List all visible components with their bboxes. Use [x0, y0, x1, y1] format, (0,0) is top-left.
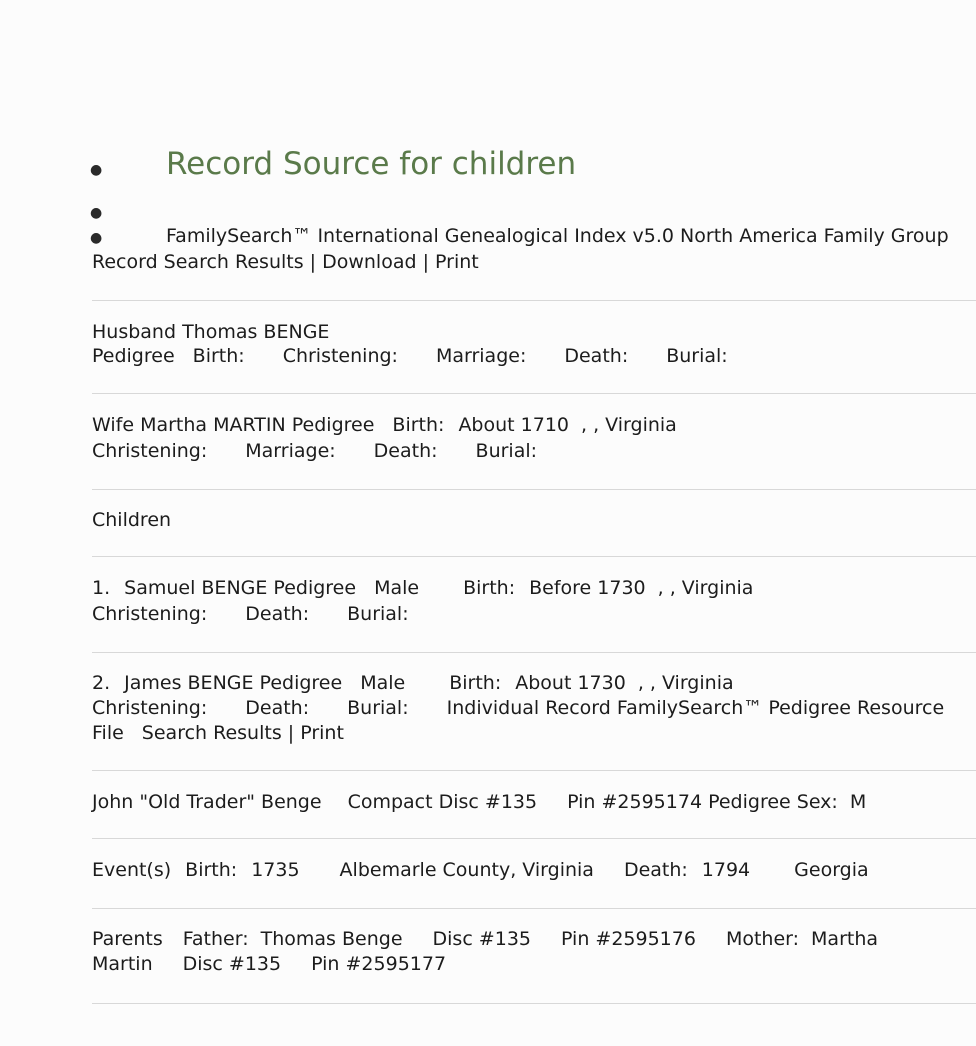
page-title: Record Source for children [166, 146, 577, 182]
marriage-label: Marriage: [435, 345, 527, 367]
child-name: Samuel BENGE Pedigree [124, 577, 357, 599]
birth-place: Albemarle County, Virginia [339, 859, 594, 881]
child-2-line-2 [92, 696, 944, 720]
death-label: Death: [373, 440, 438, 462]
sex-value: M [849, 791, 867, 813]
death-label: Death: [245, 603, 310, 625]
christening-label: Christening: [92, 697, 208, 719]
death-value: 1794 [701, 859, 751, 881]
parents-label: Parents [92, 928, 163, 950]
father-name: Thomas Benge [260, 928, 403, 950]
christening-label: Christening: [92, 603, 208, 625]
burial-label: Burial: [347, 697, 409, 719]
children-heading: Children [92, 509, 172, 531]
child-name: James BENGE Pedigree [124, 672, 343, 694]
events-line [92, 858, 869, 882]
wife-line-1 [92, 413, 677, 437]
husband-details [92, 344, 728, 368]
parents-line-1 [92, 927, 878, 951]
divider [92, 908, 976, 909]
child-1-line-1 [92, 576, 753, 600]
index-title-line: FamilySearch™ International Genealogical Index v5.0 North America Family Group [166, 225, 949, 247]
burial-label: Burial: [475, 440, 538, 462]
burial-label: Burial: [347, 603, 409, 625]
christening-label: Christening: [92, 440, 208, 462]
birth-value: About 1730 [515, 672, 626, 694]
child-sex: Male [374, 577, 420, 599]
bullet: ● [90, 162, 103, 178]
father-label: Father: [182, 928, 249, 950]
death-place: Georgia [794, 859, 869, 881]
death-label: Death: [564, 345, 629, 367]
resource-line: Individual Record FamilySearch™ Pedigree Resource [446, 697, 945, 719]
child-number: 1. [92, 577, 111, 599]
husband-name: Husband Thomas BENGE [92, 321, 330, 343]
father-pin: Pin #2595176 [561, 928, 696, 950]
death-label: Death: [245, 697, 310, 719]
bullet: ● [90, 205, 103, 221]
burial-label: Burial: [666, 345, 728, 367]
divider [92, 393, 976, 394]
disc-number: Compact Disc #135 [347, 791, 538, 813]
divider [92, 300, 976, 301]
christening-label: Christening: [282, 345, 398, 367]
child-1-line-2 [92, 602, 409, 626]
parents-line-2 [92, 952, 446, 976]
marriage-label: Marriage: [245, 440, 336, 462]
birth-value: About 1710 [458, 414, 570, 436]
birth-label: Birth: [185, 859, 238, 881]
birth-label: Birth: [463, 577, 516, 599]
birth-label: Birth: [192, 345, 245, 367]
father-disc: Disc #135 [432, 928, 531, 950]
pin-number: Pin #2595174 Pedigree Sex: [567, 791, 838, 813]
divider [92, 489, 976, 490]
death-label: Death: [623, 859, 688, 881]
child-sex: Male [360, 672, 406, 694]
mother-disc: Disc #135 [182, 953, 282, 975]
resource-file: File [92, 722, 124, 744]
divider [92, 1003, 976, 1004]
birth-value: 1735 [251, 859, 300, 881]
pedigree-label: Pedigree [92, 345, 175, 367]
child-2-line-3 [92, 721, 344, 745]
birth-value: Before 1730 [529, 577, 646, 599]
mother-name: Martha [811, 928, 879, 950]
bullet: ● [90, 230, 103, 246]
birth-place: , , Virginia [657, 577, 754, 599]
child-number: 2. [92, 672, 111, 694]
mother-label: Mother: [725, 928, 800, 950]
resource-links: Search Results | Print [141, 722, 344, 744]
divider [92, 652, 976, 653]
birth-place: , , Virginia [637, 672, 734, 694]
divider [92, 838, 976, 839]
child-2-line-1 [92, 671, 734, 695]
birth-label: Birth: [392, 414, 445, 436]
mother-pin: Pin #2595177 [311, 953, 447, 975]
divider [92, 770, 976, 771]
birth-label: Birth: [449, 672, 502, 694]
index-links-line: Record Search Results | Download | Print [92, 251, 479, 273]
individual-line [92, 790, 866, 814]
birth-place: , , Virginia [581, 414, 677, 436]
wife-name: Wife Martha MARTIN Pedigree [92, 414, 375, 436]
divider [92, 556, 976, 557]
individual-name: John "Old Trader" Benge [92, 791, 322, 813]
wife-line-2 [92, 439, 537, 463]
events-label: Event(s) [92, 859, 172, 881]
mother-name-cont: Martin [92, 953, 153, 975]
